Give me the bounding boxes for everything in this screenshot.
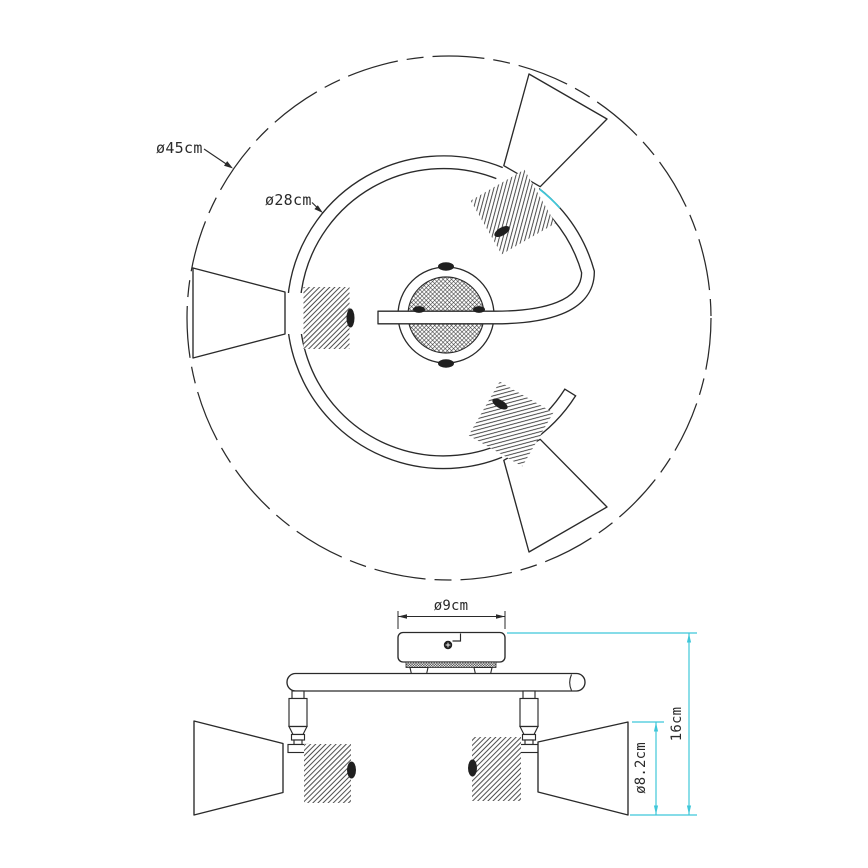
- arrowhead-shade-top: [654, 723, 658, 732]
- bulb-front-right: [468, 760, 477, 777]
- stem-right-ring: [523, 735, 536, 741]
- plate-clip-right: [473, 306, 485, 313]
- bulb-front-left: [347, 762, 356, 779]
- shade-cone-top-right: [504, 74, 607, 187]
- stem-right-collar: [523, 691, 535, 699]
- canopy-hatch-strip: [406, 662, 496, 668]
- arrowhead-canopy-right: [496, 614, 505, 619]
- arrowhead-canopy-left: [398, 614, 407, 619]
- dim-outer-diameter: [156, 139, 233, 169]
- bulb-panel-left: [304, 287, 350, 349]
- arrowhead-height-bottom: [687, 806, 691, 815]
- dim-label-fixture-height: 16cm: [669, 706, 685, 742]
- dim-label-canopy-diameter: ø9cm: [433, 598, 469, 614]
- leader-outer-diameter: [204, 149, 227, 165]
- bulb-panel-front-right: [472, 737, 521, 801]
- top-view: [156, 56, 711, 580]
- bulb-panel-front-left: [304, 744, 351, 803]
- dim-spiral-diameter: [265, 191, 323, 213]
- arrowhead-shade-bottom: [654, 806, 658, 815]
- dim-label-outer-diameter: ø45cm: [156, 139, 203, 157]
- stem-right: [519, 691, 539, 753]
- cross-bar: [287, 674, 585, 692]
- dim-label-spiral-diameter: ø28cm: [265, 191, 312, 209]
- dim-shade-diameter: [632, 722, 664, 815]
- stem-left-ring: [292, 735, 305, 741]
- shade-cone-left: [193, 268, 285, 358]
- arrowhead-height-top: [687, 634, 691, 643]
- stem-left: [288, 691, 308, 753]
- stem-right-body: [520, 699, 538, 727]
- canopy: [398, 633, 505, 677]
- plate-clip-top: [438, 262, 454, 270]
- front-view: [194, 598, 697, 815]
- dim-canopy-diameter: [398, 598, 505, 629]
- stem-right-taper: [520, 727, 538, 735]
- stem-left-body: [289, 699, 307, 727]
- stem-right-mount: [519, 745, 539, 753]
- dim-label-shade-diameter: ø8.2cm: [633, 742, 649, 794]
- shade-cone-front-left: [194, 721, 283, 815]
- bulb-left: [347, 309, 355, 328]
- leader-arrowhead-outer: [224, 161, 233, 168]
- plate-clip-left: [413, 306, 425, 313]
- stem-left-collar: [292, 691, 304, 699]
- plate-clip-bottom: [438, 359, 454, 367]
- stem-right-neck: [525, 740, 533, 745]
- shade-cone-front-right: [538, 722, 628, 815]
- stem-left-taper: [289, 727, 307, 735]
- stem-left-neck: [294, 740, 302, 745]
